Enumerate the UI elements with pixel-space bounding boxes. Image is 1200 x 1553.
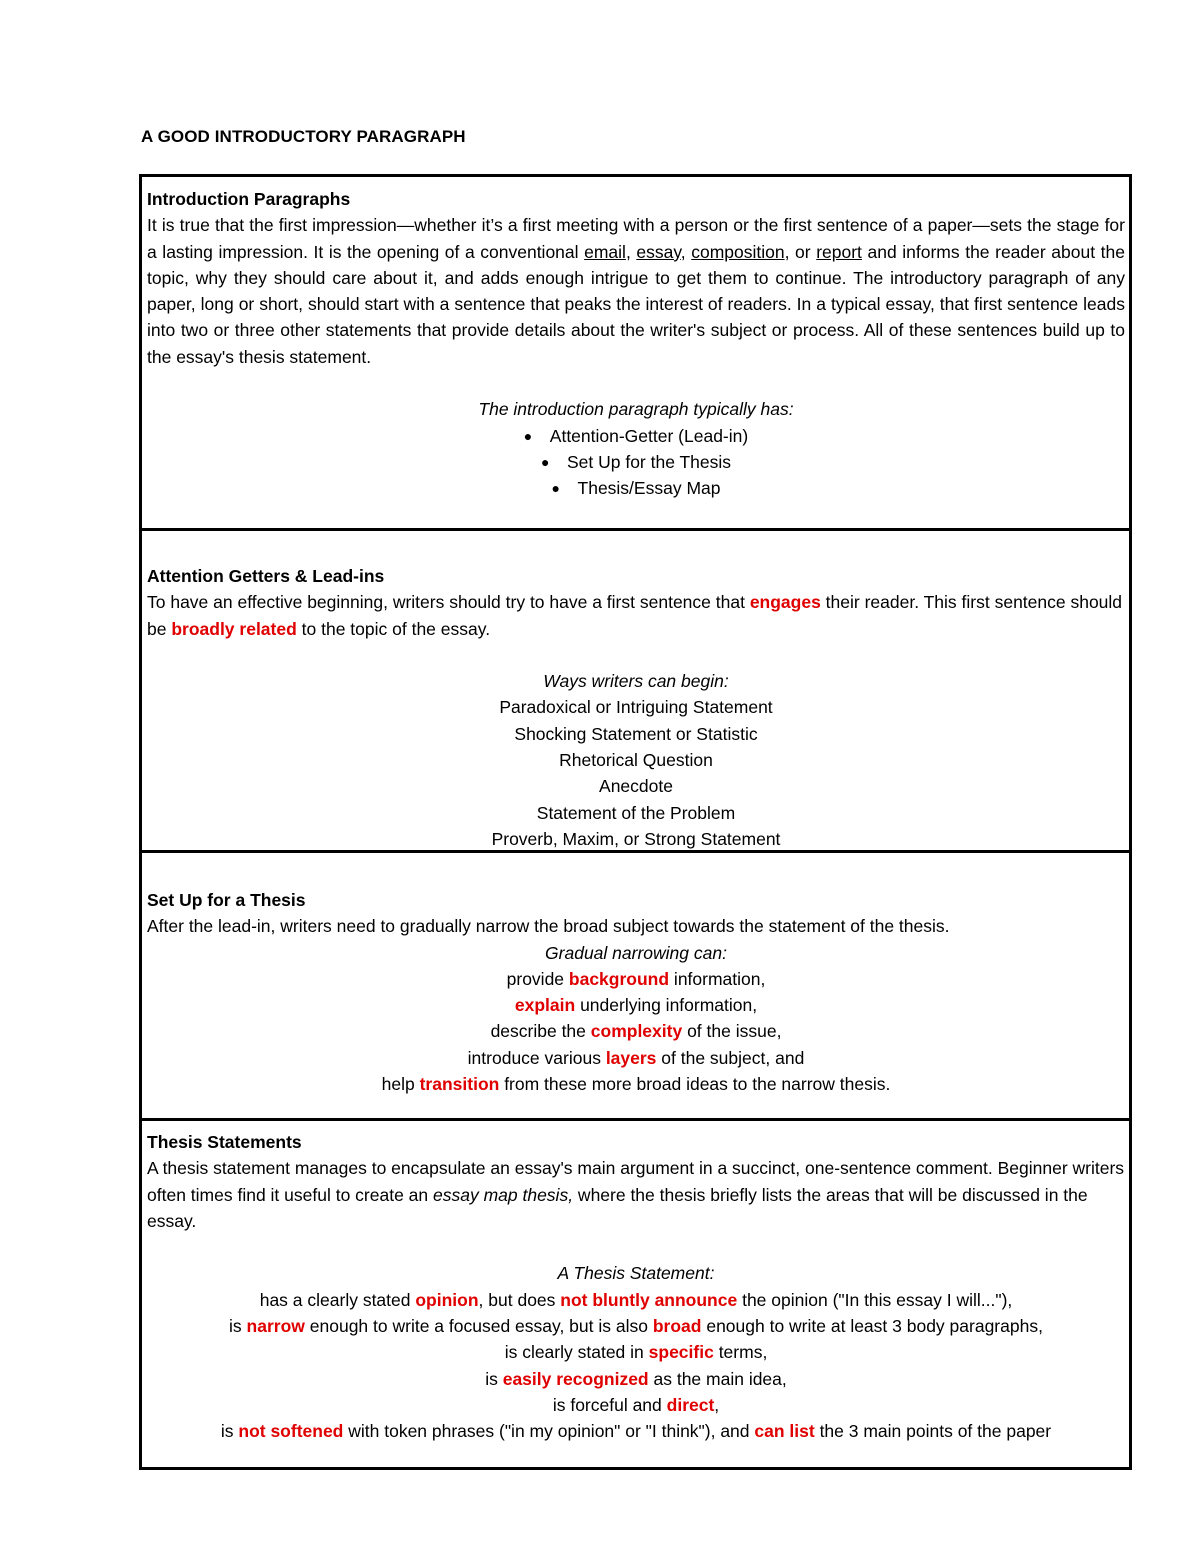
list-item-label: Attention-Getter (Lead-in) [549, 425, 749, 446]
page-title: A GOOD INTRODUCTORY PARAGRAPH [141, 127, 466, 146]
attention-cell [142, 557, 1129, 853]
attention-list-title: Ways writers can begin: [543, 671, 729, 692]
report-link[interactable]: report [816, 241, 862, 262]
list-item: is easily recognized as the main idea, [485, 1368, 787, 1389]
list-item: help transition from these more broad ideas to the narrow thesis. [381, 1074, 891, 1095]
thesis-list-title: A Thesis Statement: [557, 1263, 715, 1284]
list-item [147, 475, 1125, 501]
setup-heading: Set Up for a Thesis [147, 890, 306, 910]
highlight-narrow: narrow [246, 1316, 305, 1337]
bullet-icon: ● [540, 453, 550, 470]
list-item: describe the complexity of the issue, [490, 1021, 782, 1042]
bullet-icon: ● [523, 427, 533, 444]
list-item-label: Thesis/Essay Map [577, 478, 721, 499]
thesis-cell [142, 1123, 1129, 1463]
attention-text: their reader. This first sentence should be [147, 592, 1123, 639]
list-item: Paradoxical or Intriguing Statement [499, 697, 773, 718]
list-item: Anecdote [599, 776, 673, 797]
list-item [147, 449, 1125, 475]
list-item: Statement of the Problem [536, 802, 736, 823]
intro-paragraph [147, 212, 1125, 370]
list-item: is narrow enough to write a focused essay, but is also broad enough to write at least 3 body paragraphs, [229, 1316, 1043, 1337]
highlight-transition: transition [419, 1074, 500, 1095]
thesis-paragraph: A thesis statement manages to encapsulate an essay's main argument in a succinct, one-sentence comment. Beginner writers often times find it useful to create an essay map thesis, where the thesis briefly lists the areas that will be discussed in the essay. [147, 1158, 1125, 1231]
highlight-broadly-related: broadly related [171, 618, 297, 639]
list-item: Proverb, Maxim, or Strong Statement [491, 828, 781, 849]
highlight-can-list: can list [754, 1421, 815, 1442]
composition-link[interactable]: composition [691, 241, 785, 262]
highlight-complexity: complexity [590, 1021, 683, 1042]
list-item: is not softened with token phrases ("in my opinion" or "I think"), and can list the 3 main points of the paper [220, 1421, 1052, 1442]
row-divider [142, 528, 1129, 531]
highlight-easily-recognized: easily recognized [502, 1368, 649, 1389]
attention-text: To have an effective beginning, writers should try to have a first sentence that [147, 592, 750, 613]
highlight-specific: specific [648, 1342, 714, 1363]
intro-text-a: It is true that the first impression—whether it’s a first meeting with a person or the first sentence of a paper—sets the stage for a lasting impression. It is the opening of a conventional [147, 215, 1125, 262]
highlight-engages: engages [749, 592, 821, 613]
essay-link[interactable]: essay [636, 241, 681, 262]
highlight-opinion: opinion [415, 1289, 479, 1310]
list-item: is forceful and direct, [552, 1394, 720, 1415]
list-item: explain underlying information, [514, 995, 758, 1016]
intro-cell [142, 180, 1129, 528]
intro-sep: , or [784, 241, 817, 262]
essay-map-thesis-term: essay map thesis, [433, 1184, 574, 1205]
highlight-broad: broad [652, 1316, 702, 1337]
row-divider [142, 1118, 1129, 1121]
list-item: is clearly stated in specific terms, [504, 1342, 768, 1363]
list-item: introduce various layers of the subject, and [467, 1047, 805, 1068]
thesis-heading: Thesis Statements [147, 1132, 302, 1152]
intro-text-b: and informs the reader about the topic, why they should care about it, and adds enough intrigue to get them to continue. The introductory paragraph of any paper, long or short, should start with a sentence that peaks the interest of readers. In a typical essay, that first sentence leads into two or three other statements that provide details about the writer's subject or process. All of these sentences build up to the essay's thesis statement. [147, 241, 1125, 367]
list-item-label: Set Up for the Thesis [566, 451, 732, 472]
highlight-background: background [568, 968, 670, 989]
attention-heading: Attention Getters & Lead-ins [147, 566, 385, 586]
highlight-explain: explain [514, 995, 576, 1016]
setup-paragraph: After the lead-in, writers need to gradually narrow the broad subject towards the statement of the thesis. [147, 916, 950, 937]
setup-list-title: Gradual narrowing can: [545, 942, 727, 963]
highlight-layers: layers [605, 1047, 657, 1068]
row-divider [142, 850, 1129, 853]
content-table [139, 174, 1132, 1470]
list-item: provide background information, [506, 968, 766, 989]
attention-paragraph [147, 589, 1125, 642]
intro-list-title: The introduction paragraph typically has: [478, 399, 794, 420]
email-link[interactable]: email [584, 241, 626, 262]
bullet-icon: ● [551, 480, 560, 497]
setup-cell [142, 881, 1129, 1121]
list-item: Shocking Statement or Statistic [514, 723, 758, 744]
highlight-not-bluntly-announce: not bluntly announce [560, 1289, 738, 1310]
list-item: has a clearly stated opinion, but does not bluntly announce the opinion ("In this essay I will..."), [259, 1289, 1013, 1310]
intro-sep: , [625, 241, 637, 262]
list-item [147, 423, 1125, 449]
list-item: Rhetorical Question [559, 750, 713, 771]
highlight-not-softened: not softened [238, 1421, 344, 1442]
intro-heading: Introduction Paragraphs [147, 189, 351, 209]
highlight-direct: direct [666, 1394, 715, 1415]
intro-bullet-list [147, 423, 1125, 502]
intro-sep: , [680, 241, 692, 262]
attention-text: to the topic of the essay. [296, 618, 491, 639]
